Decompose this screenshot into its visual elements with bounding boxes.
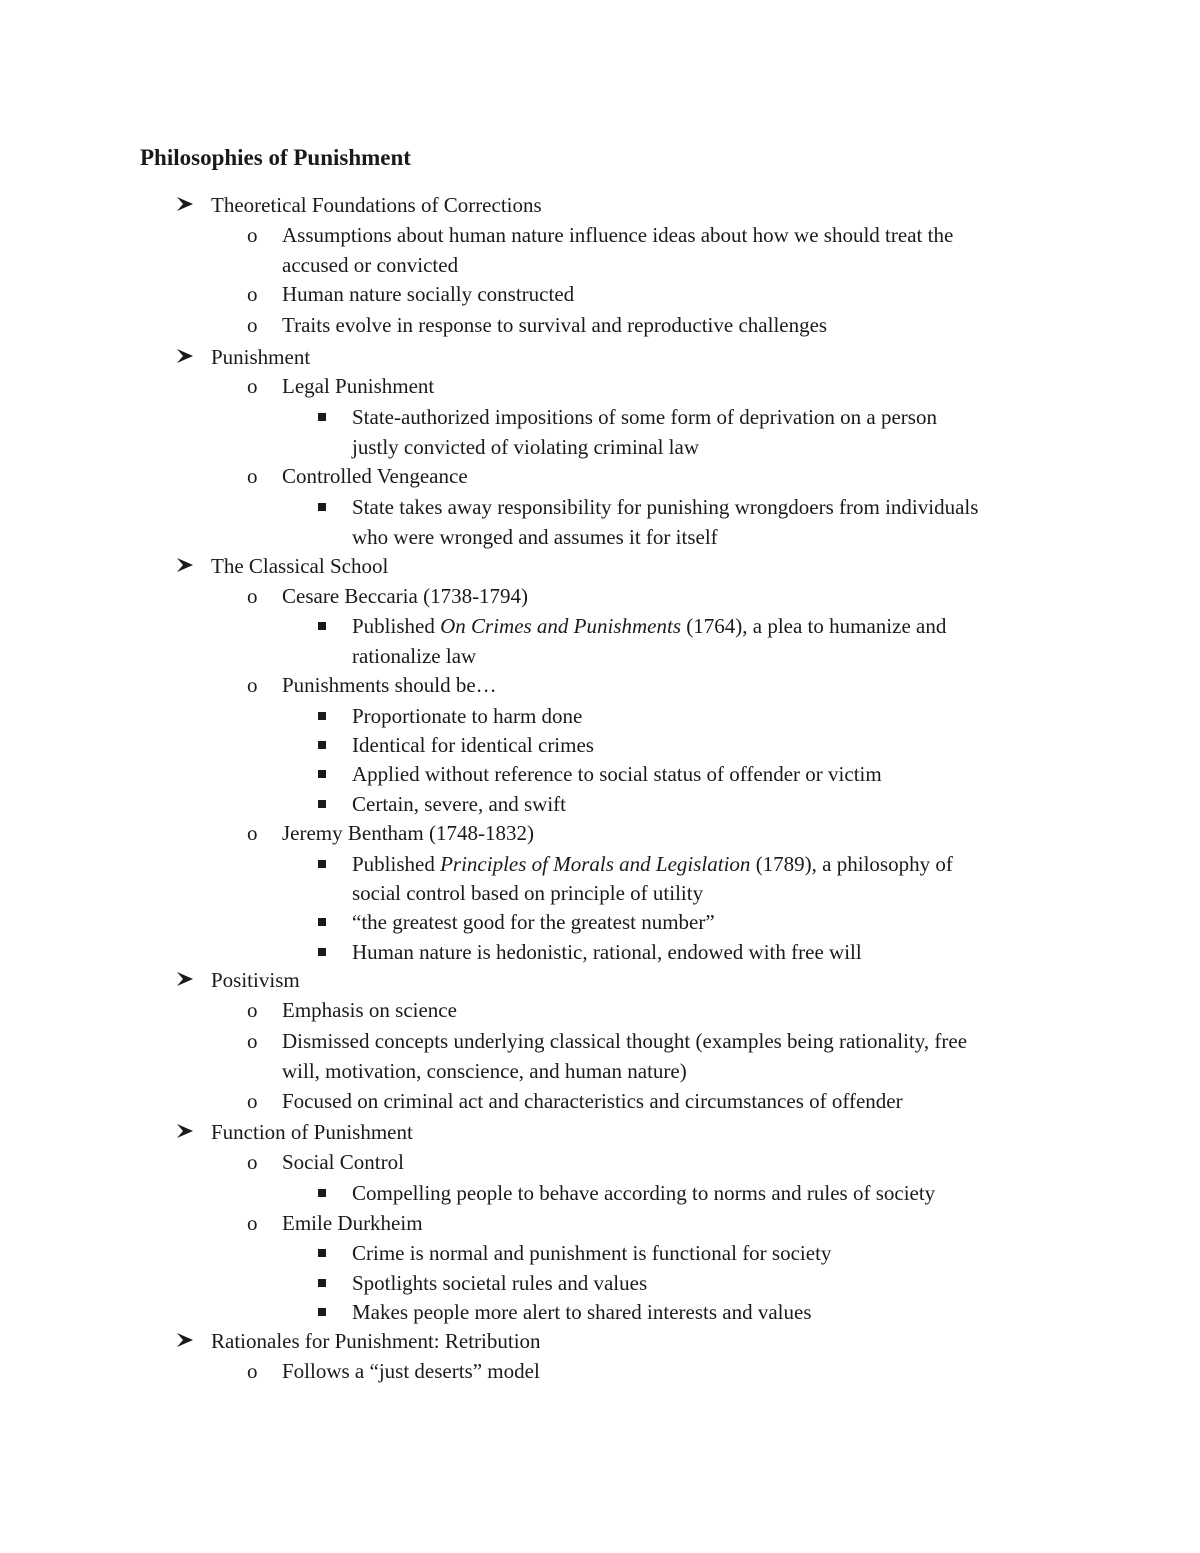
list-item-level2: Human nature socially constructed [282, 282, 575, 306]
square-bullet-icon [318, 402, 326, 421]
list-item-level2: Focused on criminal act and characteristics and circumstances of offender [282, 1089, 903, 1113]
list-item-level3 [352, 849, 953, 879]
list-item-level1: Function of Punishment [211, 1120, 413, 1144]
list-item-level3: Human nature is hedonistic, rational, endowed with free will [352, 940, 862, 964]
circle-bullet-icon: o [247, 998, 258, 1022]
square-bullet-icon [318, 1238, 326, 1257]
circle-bullet-icon: o [247, 374, 258, 398]
list-item-level3: State-authorized impositions of some form of deprivation on a person [352, 405, 937, 429]
list-item-level2: Dismissed concepts underlying classical thought (examples being rationality, free [282, 1029, 968, 1053]
arrowhead-bullet-icon [176, 1326, 196, 1356]
square-bullet-icon [318, 730, 326, 749]
square-bullet-icon [318, 849, 326, 868]
page-title: Philosophies of Punishment [140, 145, 411, 170]
list-item-level3: Proportionate to harm done [352, 704, 583, 728]
square-bullet-icon [318, 937, 326, 956]
list-item-level2: Emphasis on science [282, 998, 457, 1022]
circle-bullet-icon: o [247, 1150, 258, 1174]
list-item-level3: Certain, severe, and swift [352, 792, 567, 816]
list-item-level2: Assumptions about human nature influence ideas about how we should treat the [282, 223, 954, 247]
circle-bullet-icon: o [247, 1089, 258, 1113]
book-title: Principles of Morals and Legislation [440, 852, 751, 876]
square-bullet-icon [318, 611, 326, 630]
list-item-level2: Social Control [282, 1150, 404, 1174]
list-item-level2: Traits evolve in response to survival and reproductive challenges [282, 313, 828, 337]
arrowhead-bullet-icon [176, 551, 196, 581]
list-item-level1: Positivism [211, 968, 300, 992]
list-item-level1: Theoretical Foundations of Corrections [211, 193, 542, 217]
square-bullet-icon [318, 1268, 326, 1287]
list-item-level3 [352, 611, 946, 641]
list-item-level2: Follows a “just deserts” model [282, 1359, 540, 1383]
circle-bullet-icon: o [247, 282, 258, 306]
list-item-continuation: rationalize law [352, 644, 477, 668]
square-bullet-icon [318, 789, 326, 808]
list-item-level1: Punishment [211, 345, 311, 369]
circle-bullet-icon: o [247, 223, 258, 247]
arrowhead-bullet-icon [176, 190, 196, 220]
arrowhead-bullet-icon [176, 965, 196, 995]
list-item-continuation: social control based on principle of utility [352, 881, 704, 905]
arrowhead-bullet-icon [176, 342, 196, 372]
circle-bullet-icon: o [247, 464, 258, 488]
list-item-level3: Identical for identical crimes [352, 733, 594, 757]
list-item-continuation: justly convicted of violating criminal law [352, 435, 700, 459]
circle-bullet-icon: o [247, 673, 258, 697]
circle-bullet-icon: o [247, 584, 258, 608]
text-segment: (1764), a plea to humanize and [681, 614, 947, 638]
book-title: On Crimes and Punishments [440, 614, 682, 638]
list-item-continuation: who were wronged and assumes it for itself [352, 525, 718, 549]
list-item-level3: Crime is normal and punishment is functional for society [352, 1241, 832, 1265]
list-item-level1: Rationales for Punishment: Retribution [211, 1329, 541, 1353]
circle-bullet-icon: o [247, 1359, 258, 1383]
list-item-level3: State takes away responsibility for punishing wrongdoers from individuals [352, 495, 979, 519]
list-item-continuation: accused or convicted [282, 253, 459, 277]
text-segment: Published [352, 852, 441, 876]
text-segment: Published [352, 614, 441, 638]
circle-bullet-icon: o [247, 1029, 258, 1053]
list-item-level3: “the greatest good for the greatest number” [352, 910, 715, 934]
list-item-level3: Applied without reference to social status of offender or victim [352, 762, 882, 786]
square-bullet-icon [318, 492, 326, 511]
list-item-continuation: will, motivation, conscience, and human nature) [282, 1059, 687, 1083]
text-segment: (1789), a philosophy of [750, 852, 953, 876]
square-bullet-icon [318, 1297, 326, 1316]
list-item-level2: Emile Durkheim [282, 1211, 423, 1235]
circle-bullet-icon: o [247, 1211, 258, 1235]
arrowhead-bullet-icon [176, 1117, 196, 1147]
list-item-level3: Compelling people to behave according to norms and rules of society [352, 1181, 936, 1205]
square-bullet-icon [318, 1178, 326, 1197]
list-item-level2: Jeremy Bentham (1748-1832) [282, 821, 534, 845]
list-item-level2: Legal Punishment [282, 374, 435, 398]
circle-bullet-icon: o [247, 313, 258, 337]
list-item-level2: Cesare Beccaria (1738-1794) [282, 584, 529, 608]
list-item-level3: Spotlights societal rules and values [352, 1271, 648, 1295]
square-bullet-icon [318, 759, 326, 778]
square-bullet-icon [318, 907, 326, 926]
list-item-level2: Punishments should be… [282, 673, 497, 697]
list-item-level1: The Classical School [211, 554, 389, 578]
circle-bullet-icon: o [247, 821, 258, 845]
list-item-level3: Makes people more alert to shared interests and values [352, 1300, 812, 1324]
square-bullet-icon [318, 701, 326, 720]
list-item-level2: Controlled Vengeance [282, 464, 468, 488]
